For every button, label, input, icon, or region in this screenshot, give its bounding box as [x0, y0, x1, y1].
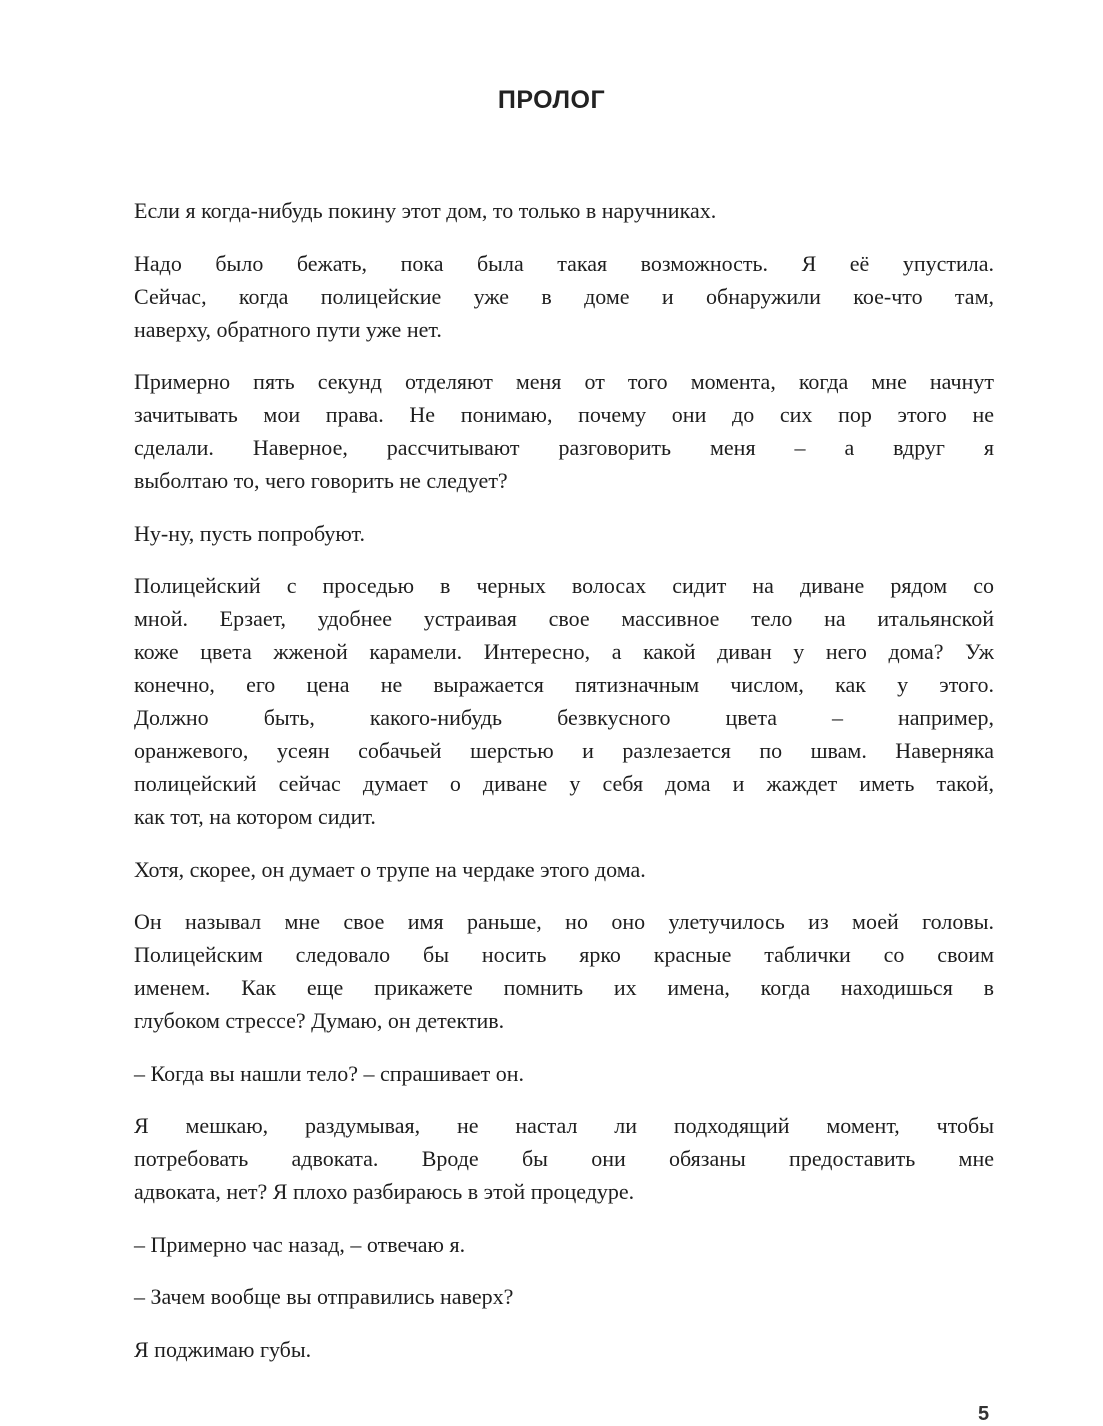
paragraph: [134, 1228, 994, 1261]
text-line: потребовать адвоката. Вроде бы они обязаны предоставить мне: [134, 1146, 994, 1171]
text-line: как тот, на котором сидит.: [134, 804, 376, 829]
paragraph: [134, 905, 994, 1037]
text-line: оранжевого, усеян собачьей шерстью и разлезается по швам. Наверняка: [134, 738, 994, 763]
text-line: Если я когда-нибудь покину этот дом, то только в наручниках.: [134, 198, 717, 223]
text-line: Сейчас, когда полицейские уже в доме и обнаружили кое-что там,: [134, 283, 994, 309]
text-line: мной. Ерзает, удобнее устраивая свое массивное тело на итальянской: [134, 606, 994, 631]
text-line: конечно, его цена не выражается пятизначным числом, как у этого.: [134, 672, 994, 697]
text-line: зачитывать мои права. Не понимаю, почему они до сих пор этого не: [134, 402, 994, 427]
paragraph: [134, 194, 994, 227]
paragraph: [134, 365, 994, 497]
text-line: выболтаю то, чего говорить не следует?: [134, 468, 508, 493]
text-line: Полицейским следовало бы носить ярко красные таблички со своим: [134, 942, 994, 967]
text-line: Ну-ну, пусть попробуют.: [134, 520, 365, 546]
text-line: Полицейский с проседью в черных волосах сидит на диване рядом со: [134, 573, 994, 598]
text-line: адвоката, нет? Я плохо разбираюсь в этой процедуре.: [134, 1179, 635, 1204]
paragraph: [134, 1109, 994, 1208]
text-line: глубоком стрессе? Думаю, он детектив.: [134, 1008, 505, 1033]
page-body: [134, 194, 994, 1385]
paragraph: [134, 1280, 994, 1313]
text-line: Надо было бежать, пока была такая возможность. Я её упустила.: [134, 250, 994, 276]
text-line: – Зачем вообще вы отправились наверх?: [134, 1284, 514, 1309]
paragraph: [134, 853, 994, 886]
paragraph: [134, 1057, 994, 1090]
text-line: – Примерно час назад, – отвечаю я.: [134, 1231, 466, 1257]
text-line: именем. Как еще прикажете помнить их имена, когда находишься в: [134, 975, 994, 1000]
text-line: Я поджимаю губы.: [134, 1336, 312, 1362]
text-line: Примерно пять секунд отделяют меня от того момента, когда мне начнут: [134, 369, 994, 394]
text-line: Я мешкаю, раздумывая, не настал ли подходящий момент, чтобы: [134, 1113, 994, 1138]
paragraph: [134, 247, 994, 346]
text-line: коже цвета жженой карамели. Интересно, а какой диван у него дома? Уж: [134, 639, 994, 664]
text-line: сделали. Наверное, рассчитывают разговорить меня – а вдруг я: [134, 435, 994, 460]
text-line: Он называл мне свое имя раньше, но оно улетучилось из моей головы.: [134, 909, 994, 934]
text-line: Должно быть, какого-нибудь безвкусного цвета – например,: [134, 705, 994, 730]
page-number: 5: [978, 1403, 990, 1425]
text-line: Хотя, скорее, он думает о трупе на чердаке этого дома.: [134, 856, 646, 882]
paragraph: [134, 569, 994, 833]
paragraph: [134, 1333, 994, 1366]
text-line: – Когда вы нашли тело? – спрашивает он.: [134, 1060, 525, 1086]
chapter-title: ПРОЛОГ: [497, 86, 606, 114]
text-line: полицейский сейчас думает о диване у себя дома и жаждет иметь такой,: [134, 771, 994, 796]
text-line: наверху, обратного пути уже нет.: [134, 316, 442, 342]
paragraph: [134, 517, 994, 550]
